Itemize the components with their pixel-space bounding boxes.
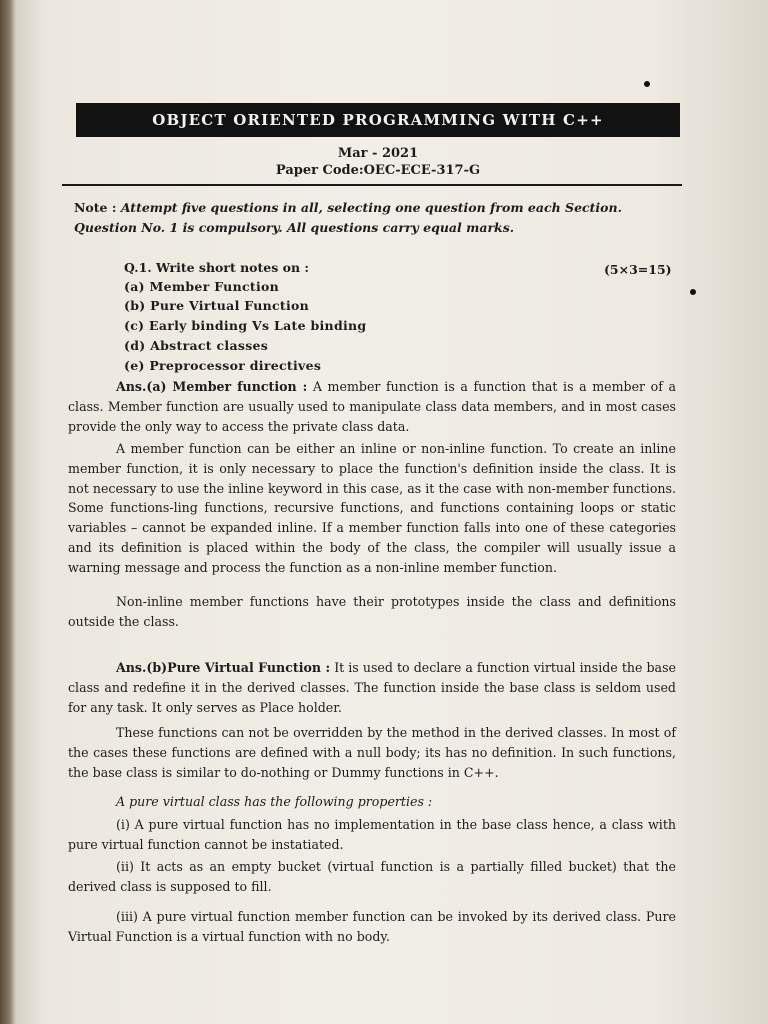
ink-dot xyxy=(644,81,650,87)
note-text: Attempt five questions in all, selecting one question from each Section. Question No. 1 is compulsory. All questions carry equal marks. xyxy=(74,200,622,235)
paper-code: Paper Code:OEC-ECE-317-G xyxy=(275,163,481,178)
question-marks: (5×3=15) xyxy=(604,262,672,277)
answer-b-paragraph-1 xyxy=(68,658,676,717)
ink-dot xyxy=(690,289,696,295)
exam-date: Mar - 2021 xyxy=(337,146,419,161)
question-item: (b) Pure Virtual Function xyxy=(124,298,310,313)
property-3: (iii) A pure virtual function member function can be invoked by its derived class. Pure Virtual Function is a virtual function with no body. xyxy=(68,909,676,944)
answer-b-paragraph-2: These functions can not be overridden by the method in the derived classes. In most of the cases these functions are defined with a null body; its has no definition. In such functions, the base class is similar to do-nothing or Dummy functions in C++. xyxy=(68,725,676,780)
header-rule xyxy=(62,184,682,186)
answer-a-paragraph-3: Non-inline member functions have their prototypes inside the class and definitions outside the class. xyxy=(68,594,676,629)
question-heading: Q.1. Write short notes on : xyxy=(124,260,310,275)
exam-note xyxy=(74,198,684,238)
answer-a-paragraph-2: A member function can be either an inline or non-inline function. To create an inline member function, it is only necessary to place the function's definition inside the class. It is not necessary to use the inline keyword in this case, as it the case with non-member functions. Some functions-ling functions, recursive functions, and functions containing loops or static variables – cannot be expanded inline. If a member function falls into one of these categories and its definition is placed within the body of the class, the compiler will usually issue a warning message and process the function as a non-inline member function. xyxy=(68,441,676,575)
document-title: OBJECT ORIENTED PROGRAMMING WITH C++ xyxy=(76,103,680,137)
answer-a-paragraph-1 xyxy=(68,377,676,436)
property-1: (i) A pure virtual function has no implementation in the base class hence, a class with pure virtual function cannot be instatiated. xyxy=(68,817,676,852)
properties-intro: A pure virtual class has the following properties : xyxy=(116,794,433,809)
answer-b-text-1: It is used to declare a function virtual inside the base class and redefine it in the derived classes. The function inside the base class is seldom used for any task. It only serves as Place holder. xyxy=(68,660,676,715)
note-label: Note : xyxy=(74,200,117,215)
property-2: (ii) It acts as an empty bucket (virtual function is a partially filled bucket) that the derived class is supposed to fill. xyxy=(68,859,676,894)
question-item: (e) Preprocessor directives xyxy=(124,358,322,373)
answer-a-text-1: A member function is a function that is a member of a class. Member function are usually used to manipulate class data members, and in most cases provide the only way to access the private class data. xyxy=(68,379,676,434)
answer-b-label: Ans.(b)Pure Virtual Function : xyxy=(116,660,331,675)
question-item: (d) Abstract classes xyxy=(124,338,269,353)
answer-a-label: Ans.(a) Member function : xyxy=(116,379,308,394)
question-item: (a) Member Function xyxy=(124,279,280,294)
book-spine-shadow xyxy=(0,0,16,1024)
question-item: (c) Early binding Vs Late binding xyxy=(124,318,367,333)
